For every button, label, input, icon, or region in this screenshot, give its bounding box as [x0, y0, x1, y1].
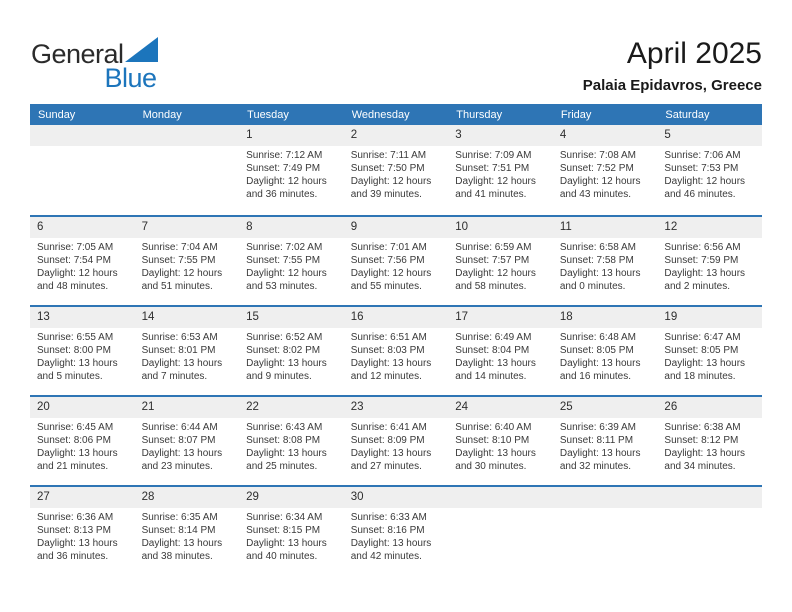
- day-details: [553, 146, 658, 201]
- daylight-text-line2: and 30 minutes.: [455, 461, 527, 472]
- sunrise-text: Sunrise: 6:34 AM: [246, 512, 323, 523]
- day-cell-20: [30, 397, 135, 485]
- day-details: [657, 418, 762, 473]
- sunrise-text: Sunrise: 7:08 AM: [559, 150, 636, 161]
- day-details: [344, 238, 449, 293]
- sunrise-text: Sunrise: 6:51 AM: [350, 332, 427, 343]
- day-number: 24: [448, 397, 553, 418]
- day-cell-14: [135, 307, 240, 395]
- daylight-text-line2: and 48 minutes.: [37, 281, 109, 292]
- day-cell-13: [30, 307, 135, 395]
- daylight-text-line2: and 42 minutes.: [350, 551, 422, 562]
- daylight-text-line2: and 16 minutes.: [559, 371, 632, 382]
- sunrise-text: Sunrise: 7:12 AM: [246, 150, 323, 161]
- sunset-text: Sunset: 8:12 PM: [664, 435, 739, 446]
- day-number: 29: [239, 487, 344, 508]
- day-number: 23: [344, 397, 449, 418]
- calendar-body: [30, 125, 762, 575]
- sunset-text: Sunset: 8:13 PM: [37, 525, 111, 536]
- day-number: 21: [135, 397, 240, 418]
- day-number: 2: [344, 125, 449, 146]
- sunset-text: Sunset: 7:59 PM: [664, 255, 739, 266]
- weekday-header-sunday: Sunday: [38, 108, 76, 121]
- daylight-text-line2: and 21 minutes.: [37, 461, 109, 472]
- day-number: [135, 125, 240, 146]
- day-details: [448, 328, 553, 383]
- general-blue-logo: [31, 37, 158, 93]
- day-cell-16: [344, 307, 449, 395]
- day-number: 14: [135, 307, 240, 328]
- week-row-5: [30, 485, 762, 575]
- day-number: 16: [344, 307, 449, 328]
- day-number: 26: [657, 397, 762, 418]
- weekday-header-tuesday: Tuesday: [247, 108, 289, 121]
- daylight-text-line1: Daylight: 12 hours: [37, 268, 118, 279]
- day-details: [553, 328, 658, 383]
- sunrise-text: Sunrise: 7:09 AM: [455, 150, 532, 161]
- sunset-text: Sunset: 8:02 PM: [246, 345, 321, 356]
- weekday-header-monday: Monday: [142, 108, 182, 121]
- day-details: [135, 238, 240, 293]
- daylight-text-line1: Daylight: 13 hours: [141, 448, 223, 459]
- day-details: [448, 418, 553, 473]
- daylight-text-line2: and 39 minutes.: [350, 189, 422, 200]
- day-number: 8: [239, 217, 344, 238]
- day-cell-empty: [657, 487, 762, 575]
- weekday-header-friday: Friday: [560, 108, 592, 121]
- sunrise-text: Sunrise: 6:45 AM: [37, 422, 114, 433]
- sunrise-text: Sunrise: 6:36 AM: [37, 512, 114, 523]
- day-details: [553, 238, 658, 293]
- day-cell-6: [30, 217, 135, 305]
- sunset-text: Sunset: 8:10 PM: [455, 435, 530, 446]
- day-number: 11: [553, 217, 658, 238]
- day-details: [239, 418, 344, 473]
- day-details: [657, 328, 762, 383]
- daylight-text-line1: Daylight: 12 hours: [141, 268, 223, 279]
- day-cell-17: [448, 307, 553, 395]
- daylight-text-line1: Daylight: 12 hours: [455, 268, 536, 279]
- sunset-text: Sunset: 7:54 PM: [37, 255, 111, 266]
- day-number: 9: [344, 217, 449, 238]
- daylight-text-line1: Daylight: 12 hours: [559, 176, 641, 187]
- sunrise-text: Sunrise: 6:39 AM: [559, 422, 636, 433]
- day-details: [344, 328, 449, 383]
- sunrise-text: Sunrise: 6:48 AM: [559, 332, 636, 343]
- sunset-text: Sunset: 8:04 PM: [455, 345, 530, 356]
- day-cell-2: [344, 125, 449, 215]
- day-details: [448, 146, 553, 201]
- sunset-text: Sunset: 8:03 PM: [350, 345, 425, 356]
- weekday-header-thursday: Thursday: [456, 108, 503, 121]
- daylight-text-line2: and 51 minutes.: [141, 281, 213, 292]
- sunset-text: Sunset: 8:00 PM: [37, 345, 111, 356]
- daylight-text-line1: Daylight: 13 hours: [37, 358, 118, 369]
- sunset-text: Sunset: 8:16 PM: [350, 525, 425, 536]
- daylight-text-line2: and 12 minutes.: [350, 371, 422, 382]
- sunrise-text: Sunrise: 7:06 AM: [664, 150, 741, 161]
- day-number: 5: [657, 125, 762, 146]
- day-number: [448, 487, 553, 508]
- daylight-text-line1: Daylight: 12 hours: [246, 268, 327, 279]
- daylight-text-line1: Daylight: 13 hours: [664, 358, 746, 369]
- daylight-text-line1: Daylight: 13 hours: [246, 448, 327, 459]
- logo-text-general: General: [31, 39, 124, 69]
- daylight-text-line1: Daylight: 13 hours: [37, 538, 118, 549]
- sunset-text: Sunset: 7:58 PM: [559, 255, 634, 266]
- sunrise-text: Sunrise: 7:01 AM: [350, 242, 427, 253]
- sunset-text: Sunset: 8:08 PM: [246, 435, 321, 446]
- day-cell-18: [553, 307, 658, 395]
- day-cell-empty: [30, 125, 135, 215]
- day-details: [30, 328, 135, 383]
- day-details: [239, 508, 344, 563]
- daylight-text-line2: and 43 minutes.: [559, 189, 632, 200]
- day-details: [30, 238, 135, 293]
- day-details: [657, 146, 762, 201]
- daylight-text-line1: Daylight: 13 hours: [455, 448, 536, 459]
- weekday-header-row: [30, 104, 762, 125]
- daylight-text-line2: and 7 minutes.: [141, 371, 208, 382]
- sunrise-text: Sunrise: 6:55 AM: [37, 332, 114, 343]
- day-cell-8: [239, 217, 344, 305]
- daylight-text-line2: and 5 minutes.: [37, 371, 103, 382]
- daylight-text-line1: Daylight: 13 hours: [141, 538, 223, 549]
- daylight-text-line2: and 55 minutes.: [350, 281, 422, 292]
- day-cell-21: [135, 397, 240, 485]
- weekday-header-wednesday: Wednesday: [351, 108, 410, 121]
- daylight-text-line2: and 46 minutes.: [664, 189, 736, 200]
- day-cell-19: [657, 307, 762, 395]
- week-row-1: [30, 125, 762, 215]
- day-details: [553, 418, 658, 473]
- sunset-text: Sunset: 8:07 PM: [141, 435, 216, 446]
- day-number: [657, 487, 762, 508]
- sunset-text: Sunset: 7:55 PM: [246, 255, 321, 266]
- daylight-text-line1: Daylight: 13 hours: [455, 358, 536, 369]
- daylight-text-line2: and 58 minutes.: [455, 281, 527, 292]
- daylight-text-line1: Daylight: 13 hours: [664, 268, 746, 279]
- day-details: [135, 418, 240, 473]
- day-number: 18: [553, 307, 658, 328]
- sunset-text: Sunset: 8:06 PM: [37, 435, 111, 446]
- day-number: 19: [657, 307, 762, 328]
- day-number: [553, 487, 658, 508]
- daylight-text-line2: and 0 minutes.: [559, 281, 626, 292]
- sunset-text: Sunset: 8:15 PM: [246, 525, 321, 536]
- daylight-text-line1: Daylight: 12 hours: [246, 176, 327, 187]
- daylight-text-line2: and 9 minutes.: [246, 371, 312, 382]
- day-details: [30, 508, 135, 563]
- daylight-text-line1: Daylight: 12 hours: [455, 176, 536, 187]
- day-number: 7: [135, 217, 240, 238]
- day-number: 3: [448, 125, 553, 146]
- daylight-text-line1: Daylight: 13 hours: [141, 358, 223, 369]
- daylight-text-line1: Daylight: 13 hours: [559, 448, 641, 459]
- sunset-text: Sunset: 7:53 PM: [664, 163, 739, 174]
- sunrise-text: Sunrise: 6:33 AM: [350, 512, 427, 523]
- daylight-text-line2: and 32 minutes.: [559, 461, 632, 472]
- day-cell-30: [344, 487, 449, 575]
- day-cell-22: [239, 397, 344, 485]
- day-cell-11: [553, 217, 658, 305]
- day-number: [30, 125, 135, 146]
- sunset-text: Sunset: 7:49 PM: [246, 163, 321, 174]
- sunrise-text: Sunrise: 6:38 AM: [664, 422, 741, 433]
- day-number: 25: [553, 397, 658, 418]
- daylight-text-line1: Daylight: 13 hours: [350, 538, 432, 549]
- sunset-text: Sunset: 7:51 PM: [455, 163, 530, 174]
- sunset-text: Sunset: 7:50 PM: [350, 163, 425, 174]
- day-cell-3: [448, 125, 553, 215]
- day-number: 13: [30, 307, 135, 328]
- daylight-text-line2: and 25 minutes.: [246, 461, 318, 472]
- sunrise-text: Sunrise: 7:02 AM: [246, 242, 323, 253]
- sunrise-text: Sunrise: 6:59 AM: [455, 242, 532, 253]
- daylight-text-line2: and 53 minutes.: [246, 281, 318, 292]
- day-details: [657, 238, 762, 293]
- sunset-text: Sunset: 8:11 PM: [559, 435, 634, 446]
- sunset-text: Sunset: 8:05 PM: [664, 345, 739, 356]
- daylight-text-line2: and 18 minutes.: [664, 371, 736, 382]
- sunset-text: Sunset: 7:55 PM: [141, 255, 216, 266]
- sunset-text: Sunset: 8:01 PM: [141, 345, 216, 356]
- day-cell-9: [344, 217, 449, 305]
- day-cell-1: [239, 125, 344, 215]
- day-cell-empty: [448, 487, 553, 575]
- day-cell-25: [553, 397, 658, 485]
- day-cell-5: [657, 125, 762, 215]
- day-cell-10: [448, 217, 553, 305]
- sunrise-text: Sunrise: 6:40 AM: [455, 422, 532, 433]
- sunset-text: Sunset: 8:05 PM: [559, 345, 634, 356]
- sunrise-text: Sunrise: 7:04 AM: [141, 242, 218, 253]
- sunrise-text: Sunrise: 6:56 AM: [664, 242, 741, 253]
- sunset-text: Sunset: 8:09 PM: [350, 435, 425, 446]
- logo-text-blue: Blue: [104, 63, 157, 93]
- day-number: 15: [239, 307, 344, 328]
- day-cell-empty: [553, 487, 658, 575]
- daylight-text-line2: and 2 minutes.: [664, 281, 731, 292]
- day-cell-7: [135, 217, 240, 305]
- daylight-text-line1: Daylight: 13 hours: [559, 358, 641, 369]
- day-details: [239, 328, 344, 383]
- daylight-text-line1: Daylight: 12 hours: [664, 176, 746, 187]
- day-cell-24: [448, 397, 553, 485]
- sunrise-text: Sunrise: 6:47 AM: [664, 332, 741, 343]
- day-details: [344, 146, 449, 201]
- day-cell-29: [239, 487, 344, 575]
- sunrise-text: Sunrise: 6:49 AM: [455, 332, 532, 343]
- day-number: 1: [239, 125, 344, 146]
- sunrise-text: Sunrise: 7:05 AM: [37, 242, 114, 253]
- daylight-text-line2: and 27 minutes.: [350, 461, 422, 472]
- daylight-text-line1: Daylight: 13 hours: [664, 448, 746, 459]
- day-cell-4: [553, 125, 658, 215]
- day-cell-28: [135, 487, 240, 575]
- sunrise-text: Sunrise: 6:44 AM: [141, 422, 218, 433]
- sunrise-text: Sunrise: 6:43 AM: [246, 422, 323, 433]
- location-subtitle: Palaia Epidavros, Greece: [582, 77, 762, 94]
- daylight-text-line2: and 14 minutes.: [455, 371, 527, 382]
- day-cell-23: [344, 397, 449, 485]
- daylight-text-line1: Daylight: 13 hours: [246, 358, 327, 369]
- daylight-text-line1: Daylight: 13 hours: [559, 268, 641, 279]
- daylight-text-line2: and 23 minutes.: [141, 461, 213, 472]
- daylight-text-line2: and 41 minutes.: [455, 189, 527, 200]
- day-number: 28: [135, 487, 240, 508]
- sunrise-text: Sunrise: 6:53 AM: [141, 332, 218, 343]
- day-number: 6: [30, 217, 135, 238]
- daylight-text-line2: and 38 minutes.: [141, 551, 213, 562]
- sunrise-text: Sunrise: 6:35 AM: [141, 512, 218, 523]
- daylight-text-line1: Daylight: 12 hours: [350, 268, 432, 279]
- day-details: [344, 418, 449, 473]
- month-title: April 2025: [626, 37, 762, 70]
- daylight-text-line1: Daylight: 13 hours: [350, 358, 432, 369]
- day-cell-empty: [135, 125, 240, 215]
- week-row-3: [30, 305, 762, 395]
- day-details: [239, 238, 344, 293]
- sunset-text: Sunset: 8:14 PM: [141, 525, 216, 536]
- day-number: 30: [344, 487, 449, 508]
- sunrise-text: Sunrise: 6:52 AM: [246, 332, 323, 343]
- day-number: 17: [448, 307, 553, 328]
- day-details: [135, 328, 240, 383]
- daylight-text-line1: Daylight: 13 hours: [246, 538, 327, 549]
- sunrise-text: Sunrise: 7:11 AM: [350, 150, 427, 161]
- day-cell-12: [657, 217, 762, 305]
- day-details: [135, 508, 240, 563]
- daylight-text-line1: Daylight: 13 hours: [350, 448, 432, 459]
- daylight-text-line2: and 40 minutes.: [246, 551, 318, 562]
- day-cell-15: [239, 307, 344, 395]
- daylight-text-line2: and 36 minutes.: [246, 189, 318, 200]
- day-details: [239, 146, 344, 201]
- day-details: [448, 238, 553, 293]
- sunrise-text: Sunrise: 6:41 AM: [350, 422, 427, 433]
- sunset-text: Sunset: 7:57 PM: [455, 255, 530, 266]
- sunrise-text: Sunrise: 6:58 AM: [559, 242, 636, 253]
- day-number: 27: [30, 487, 135, 508]
- weekday-header-saturday: Saturday: [665, 108, 710, 121]
- day-details: [30, 418, 135, 473]
- title-block: [583, 38, 762, 94]
- week-row-2: [30, 215, 762, 305]
- day-number: 12: [657, 217, 762, 238]
- daylight-text-line1: Daylight: 12 hours: [350, 176, 432, 187]
- day-number: 20: [30, 397, 135, 418]
- day-details: [344, 508, 449, 563]
- day-number: 22: [239, 397, 344, 418]
- day-number: 4: [553, 125, 658, 146]
- week-row-4: [30, 395, 762, 485]
- day-cell-26: [657, 397, 762, 485]
- day-cell-27: [30, 487, 135, 575]
- sunset-text: Sunset: 7:56 PM: [350, 255, 425, 266]
- sunset-text: Sunset: 7:52 PM: [559, 163, 634, 174]
- daylight-text-line2: and 36 minutes.: [37, 551, 109, 562]
- calendar-table: [30, 104, 762, 575]
- day-number: 10: [448, 217, 553, 238]
- daylight-text-line1: Daylight: 13 hours: [37, 448, 118, 459]
- daylight-text-line2: and 34 minutes.: [664, 461, 736, 472]
